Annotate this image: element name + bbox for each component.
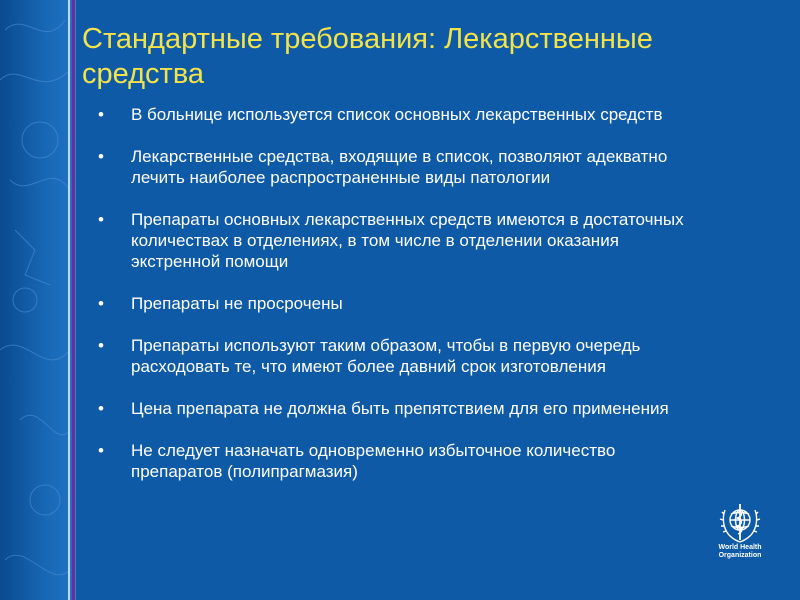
bullet-text: Препараты не просрочены — [131, 294, 343, 313]
bullet-text: Препараты используют таким образом, чтобы в первую очередь расходовать те, что имеют более давний срок изготовления — [131, 336, 641, 376]
list-item — [98, 440, 698, 482]
bullet-text: Лекарственные средства, входящие в список, позволяют адекватно лечить наиболее распространенные виды патологии — [131, 147, 668, 187]
decorative-pattern-icon — [0, 0, 72, 600]
list-item — [98, 335, 698, 377]
who-emblem-icon — [719, 500, 761, 544]
list-item — [98, 209, 698, 272]
list-item — [98, 398, 698, 419]
slide-title: Стандартные требования: Лекарственные средства — [82, 23, 653, 90]
bullet-marker: • — [98, 294, 104, 313]
bullet-marker: • — [98, 105, 104, 124]
bullet-marker: • — [98, 441, 104, 460]
bullet-text: Цена препарата не должна быть препятствием для его применения — [131, 399, 669, 418]
bullet-marker: • — [98, 210, 104, 229]
bullet-text: Не следует назначать одновременно избыточное количество препаратов (полипрагмазия) — [131, 441, 616, 481]
bullet-marker: • — [98, 399, 104, 418]
divider-line — [68, 0, 70, 600]
divider-line-thin — [75, 0, 76, 600]
list-item — [98, 146, 698, 188]
bullet-text: Препараты основных лекарственных средств имеются в достаточных количествах в отделениях, в том числе в отделении оказания экстренной помощи — [131, 210, 684, 271]
bullet-text: В больнице используется список основных лекарственных средств — [131, 105, 663, 124]
logo-caption-line2: Organization — [718, 552, 762, 559]
list-item — [98, 104, 698, 125]
list-item — [98, 293, 698, 314]
bullet-list — [98, 104, 698, 503]
bullet-marker: • — [98, 336, 104, 355]
logo-caption-line1: World Health — [718, 544, 762, 551]
who-logo — [710, 500, 770, 572]
decorative-side-strip — [0, 0, 72, 600]
bullet-marker: • — [98, 147, 104, 166]
